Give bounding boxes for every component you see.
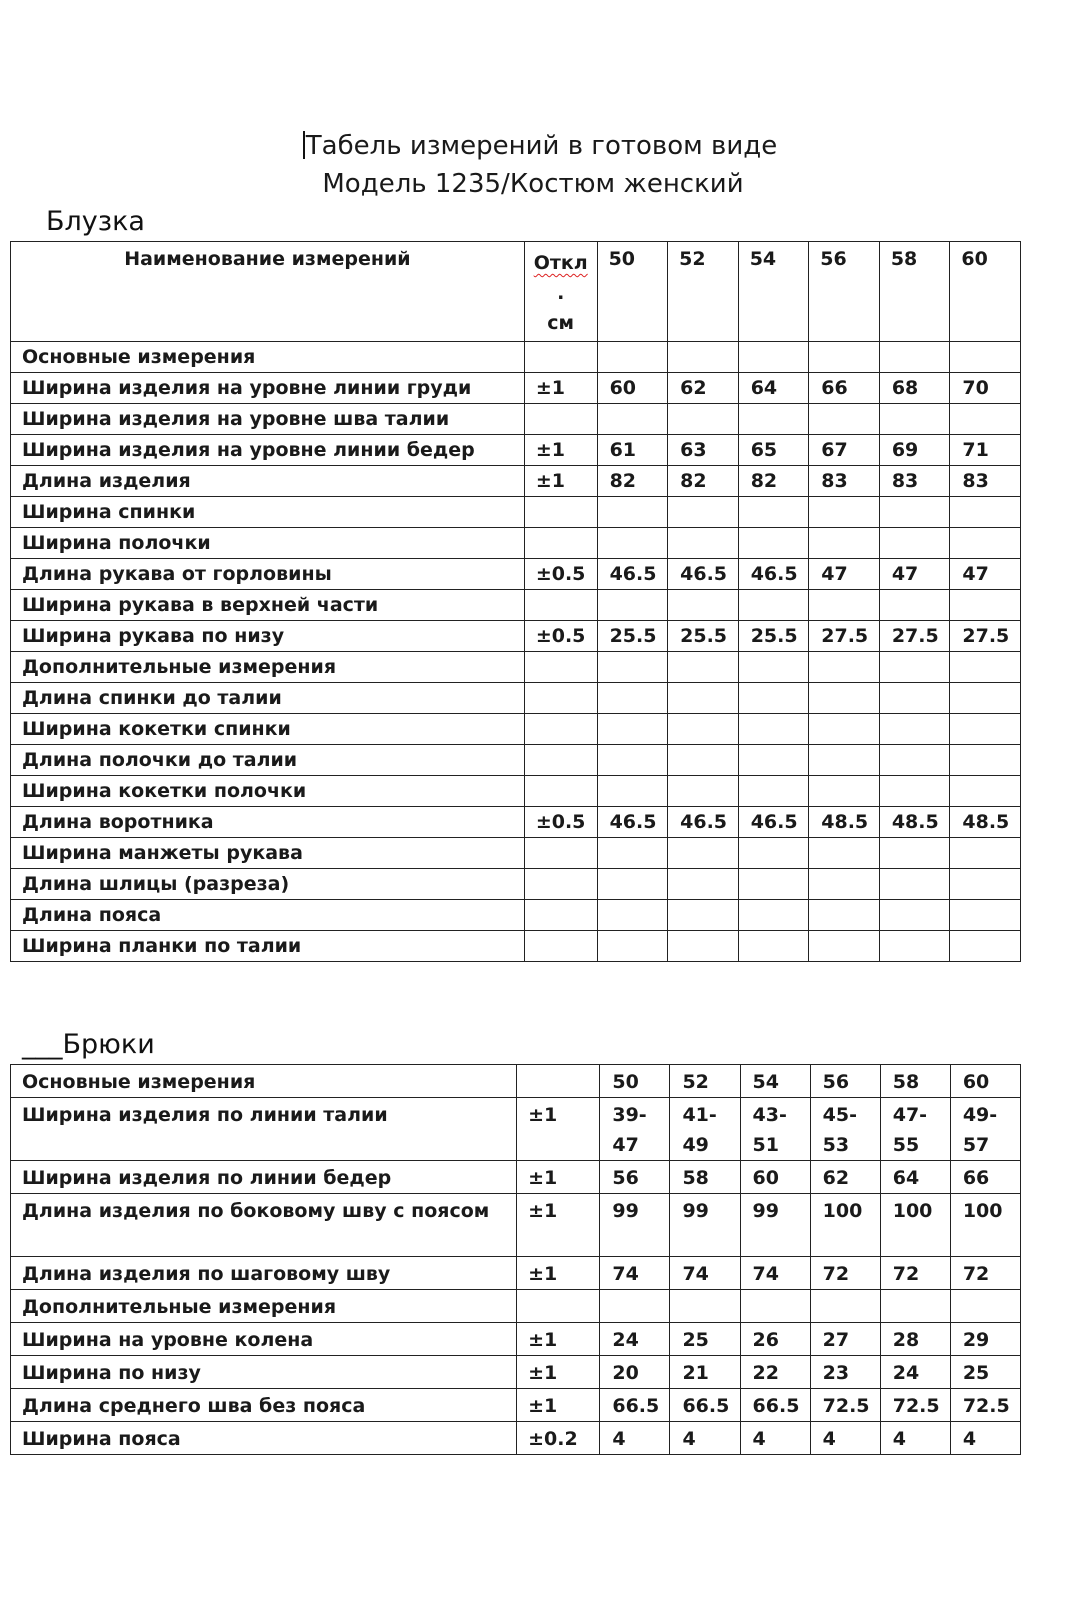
tolerance-cell [517,1290,600,1323]
size-value-cell [738,900,809,931]
pants-row [11,1065,1021,1098]
tolerance-cell [524,652,597,683]
measurement-name: Ширина рукава в верхней части [11,590,525,621]
measurement-name: Дополнительные измерения [11,1290,517,1323]
size-value-cell [668,342,739,373]
size-value-cell: 43-51 [740,1098,810,1161]
size-value-cell: 27 [810,1323,880,1356]
size-value-cell [950,869,1021,900]
size-value-cell: 47 [879,559,950,590]
size-value-cell [809,838,880,869]
measurement-name: Длина пояса [11,900,525,931]
pants-row [11,1290,1021,1323]
tolerance-cell: ±1 [517,1161,600,1194]
size-value-cell [879,931,950,962]
size-value-cell [809,342,880,373]
blouse-row [11,497,1021,528]
size-value-cell [809,931,880,962]
size-value-cell: 47-55 [880,1098,950,1161]
size-value-cell [809,714,880,745]
pants-row [11,1356,1021,1389]
size-value-cell [670,1290,740,1323]
measurement-name: Ширина манжеты рукава [11,838,525,869]
size-value-cell [879,528,950,559]
measurement-name: Ширина пояса [11,1422,517,1455]
pants-row [11,1422,1021,1455]
size-value-cell [738,931,809,962]
size-value-cell: 100 [950,1194,1020,1257]
blouse-heading: Блузка [46,206,145,237]
size-value-cell: 100 [880,1194,950,1257]
header-tolerance [524,242,597,342]
size-value-cell: 66.5 [600,1389,670,1422]
pants-measurements-table [10,1064,1021,1455]
size-value-cell: 29 [950,1323,1020,1356]
size-value-cell: 48.5 [809,807,880,838]
size-value-cell [879,683,950,714]
size-value-cell: 27.5 [879,621,950,652]
size-value-cell [879,838,950,869]
size-value-cell: 82 [597,466,668,497]
size-value-cell: 99 [600,1194,670,1257]
tolerance-cell [524,528,597,559]
tolerance-cell: ±1 [524,373,597,404]
size-value-cell [597,528,668,559]
measurement-name: Ширина кокетки спинки [11,714,525,745]
blouse-row [11,590,1021,621]
size-value-cell: 25 [670,1323,740,1356]
size-value-cell: 56 [810,1065,880,1098]
size-value-cell: 70 [950,373,1021,404]
size-value-cell [668,404,739,435]
size-value-cell: 46.5 [668,559,739,590]
size-value-cell [879,714,950,745]
size-value-cell: 45-53 [810,1098,880,1161]
size-value-cell: 66 [809,373,880,404]
size-value-cell [950,900,1021,931]
size-value-cell [738,683,809,714]
size-value-cell: 4 [740,1422,810,1455]
size-value-cell: 25 [950,1356,1020,1389]
header-measurement-name: Наименование измерений [11,242,525,342]
size-value-cell [668,931,739,962]
size-value-cell: 72 [950,1257,1020,1290]
size-value-cell [880,1290,950,1323]
tolerance-cell [524,714,597,745]
size-value-cell [879,869,950,900]
size-value-cell: 62 [810,1161,880,1194]
size-value-cell [597,776,668,807]
title-line-1: Табель измерений в готовом виде [0,127,1066,165]
size-value-cell [738,528,809,559]
blouse-row [11,528,1021,559]
measurement-name: Ширина по низу [11,1356,517,1389]
size-value-cell: 72.5 [810,1389,880,1422]
size-value-cell: 66 [950,1161,1020,1194]
size-value-cell: 28 [880,1323,950,1356]
blouse-row [11,807,1021,838]
size-value-cell: 24 [600,1323,670,1356]
size-value-cell [950,590,1021,621]
size-value-cell: 61 [597,435,668,466]
tolerance-cell: ±1 [517,1257,600,1290]
size-value-cell [879,497,950,528]
size-value-cell [950,652,1021,683]
size-value-cell [738,776,809,807]
size-value-cell: 27.5 [809,621,880,652]
size-value-cell: 39-47 [600,1098,670,1161]
tolerance-cell [517,1065,600,1098]
size-value-cell: 64 [738,373,809,404]
size-value-cell: 46.5 [738,559,809,590]
size-value-cell [809,745,880,776]
measurement-name: Ширина изделия по линии бедер [11,1161,517,1194]
size-value-cell: 24 [880,1356,950,1389]
size-value-cell [879,652,950,683]
size-value-cell: 72 [880,1257,950,1290]
size-value-cell: 83 [809,466,880,497]
size-value-cell: 65 [738,435,809,466]
measurement-name: Ширина изделия по линии талии [11,1098,517,1161]
size-value-cell [810,1290,880,1323]
header-size: 50 [597,242,668,342]
size-value-cell: 47 [950,559,1021,590]
pants-row [11,1161,1021,1194]
blouse-row [11,838,1021,869]
tolerance-cell [524,342,597,373]
tolerance-cell [524,683,597,714]
tolerance-cell [524,745,597,776]
size-value-cell [738,342,809,373]
header-tolerance-unit: см [547,312,575,334]
size-value-cell: 74 [670,1257,740,1290]
size-value-cell [950,683,1021,714]
measurement-name: Ширина изделия на уровне линии груди [11,373,525,404]
tolerance-cell: ±0.5 [524,621,597,652]
blouse-row [11,931,1021,962]
size-value-cell: 25.5 [668,621,739,652]
size-value-cell [668,497,739,528]
size-value-cell [809,528,880,559]
measurement-name: Длина полочки до талии [11,745,525,776]
size-value-cell [597,590,668,621]
size-value-cell [597,745,668,776]
blouse-header-row [11,242,1021,342]
measurement-name: Ширина кокетки полочки [11,776,525,807]
size-value-cell: 25.5 [597,621,668,652]
size-value-cell [879,404,950,435]
header-size: 60 [950,242,1021,342]
size-value-cell: 72 [810,1257,880,1290]
measurement-name: Ширина на уровне колена [11,1323,517,1356]
size-value-cell [668,900,739,931]
measurement-name: Длина спинки до талии [11,683,525,714]
size-value-cell [668,776,739,807]
size-value-cell [668,590,739,621]
blouse-row [11,342,1021,373]
size-value-cell: 4 [880,1422,950,1455]
size-value-cell [668,714,739,745]
tolerance-cell [524,931,597,962]
size-value-cell [950,497,1021,528]
size-value-cell: 21 [670,1356,740,1389]
blouse-measurements-table [10,241,1021,962]
size-value-cell: 72.5 [880,1389,950,1422]
size-value-cell [950,714,1021,745]
pants-row [11,1389,1021,1422]
size-value-cell: 63 [668,435,739,466]
size-value-cell: 74 [600,1257,670,1290]
blouse-row [11,559,1021,590]
blouse-row [11,776,1021,807]
size-value-cell [809,900,880,931]
size-value-cell [738,745,809,776]
size-value-cell [809,776,880,807]
size-value-cell: 54 [740,1065,810,1098]
size-value-cell [668,838,739,869]
blouse-row [11,900,1021,931]
size-value-cell: 100 [810,1194,880,1257]
tolerance-cell: ±1 [524,435,597,466]
size-value-cell [668,528,739,559]
tolerance-cell: ±0.2 [517,1422,600,1455]
size-value-cell: 52 [670,1065,740,1098]
size-value-cell [597,683,668,714]
size-value-cell [668,745,739,776]
tolerance-cell [524,838,597,869]
size-value-cell [597,869,668,900]
size-value-cell: 71 [950,435,1021,466]
measurement-name: Длина изделия по боковому шву с поясом [11,1194,517,1257]
measurement-name: Длина среднего шва без пояса [11,1389,517,1422]
blouse-row [11,373,1021,404]
size-value-cell: 58 [670,1161,740,1194]
tolerance-cell: ±1 [517,1323,600,1356]
size-value-cell: 64 [880,1161,950,1194]
size-value-cell [738,714,809,745]
size-value-cell [668,652,739,683]
size-value-cell: 41-49 [670,1098,740,1161]
size-value-cell [809,404,880,435]
title-line-2: Модель 1235/Костюм женский [322,169,744,199]
header-size: 52 [668,242,739,342]
size-value-cell: 46.5 [597,807,668,838]
size-value-cell: 99 [740,1194,810,1257]
size-value-cell: 99 [670,1194,740,1257]
pants-row [11,1323,1021,1356]
size-value-cell [809,590,880,621]
size-value-cell: 83 [950,466,1021,497]
size-value-cell [668,869,739,900]
size-value-cell [950,342,1021,373]
size-value-cell [738,590,809,621]
tolerance-cell: ±1 [517,1194,600,1257]
tolerance-cell: ±1 [517,1098,600,1161]
blouse-row [11,466,1021,497]
size-value-cell: 48.5 [879,807,950,838]
pants-heading: ___Брюки [22,1029,155,1060]
size-value-cell [809,869,880,900]
tolerance-cell: ±1 [524,466,597,497]
measurement-name: Ширина рукава по низу [11,621,525,652]
tolerance-cell [524,404,597,435]
size-value-cell [738,869,809,900]
size-value-cell [740,1290,810,1323]
blouse-row [11,435,1021,466]
header-size: 58 [879,242,950,342]
size-value-cell [950,931,1021,962]
measurement-name: Дополнительные измерения [11,652,525,683]
size-value-cell [809,683,880,714]
size-value-cell [809,652,880,683]
pants-row [11,1194,1021,1257]
size-value-cell: 60 [740,1161,810,1194]
measurement-name: Длина шлицы (разреза) [11,869,525,900]
tolerance-cell: ±1 [517,1356,600,1389]
header-tolerance-dot: . [557,282,565,304]
size-value-cell: 47 [809,559,880,590]
blouse-row [11,683,1021,714]
size-value-cell: 46.5 [668,807,739,838]
blouse-row [11,404,1021,435]
size-value-cell: 26 [740,1323,810,1356]
size-value-cell: 82 [668,466,739,497]
measurement-name: Ширина полочки [11,528,525,559]
size-value-cell: 74 [740,1257,810,1290]
blouse-row [11,652,1021,683]
size-value-cell [879,342,950,373]
pants-row [11,1257,1021,1290]
measurement-name: Основные измерения [11,1065,517,1098]
size-value-cell: 66.5 [670,1389,740,1422]
blouse-row [11,869,1021,900]
size-value-cell: 46.5 [597,559,668,590]
tolerance-cell: ±0.5 [524,807,597,838]
size-value-cell [950,1290,1020,1323]
blouse-row [11,745,1021,776]
measurement-name: Ширина изделия на уровне линии бедер [11,435,525,466]
blouse-row [11,714,1021,745]
size-value-cell: 67 [809,435,880,466]
size-value-cell: 4 [810,1422,880,1455]
measurement-name: Основные измерения [11,342,525,373]
tolerance-cell [524,497,597,528]
size-value-cell [597,714,668,745]
size-value-cell [950,528,1021,559]
size-value-cell [597,342,668,373]
size-value-cell [597,931,668,962]
size-value-cell: 48.5 [950,807,1021,838]
size-value-cell: 46.5 [738,807,809,838]
size-value-cell [597,900,668,931]
size-value-cell: 25.5 [738,621,809,652]
document-title [0,127,1066,203]
size-value-cell: 72.5 [950,1389,1020,1422]
size-value-cell: 27.5 [950,621,1021,652]
measurement-name: Длина воротника [11,807,525,838]
measurement-name: Ширина планки по талии [11,931,525,962]
size-value-cell: 23 [810,1356,880,1389]
size-value-cell: 4 [670,1422,740,1455]
measurement-name: Длина изделия по шаговому шву [11,1257,517,1290]
tolerance-cell [524,869,597,900]
size-value-cell [950,745,1021,776]
size-value-cell [600,1290,670,1323]
size-value-cell: 22 [740,1356,810,1389]
tolerance-cell [524,776,597,807]
header-size: 56 [809,242,880,342]
header-tolerance-label: Откл [533,252,588,274]
size-value-cell: 20 [600,1356,670,1389]
size-value-cell: 66.5 [740,1389,810,1422]
tolerance-cell [524,900,597,931]
size-value-cell [597,404,668,435]
size-value-cell [950,838,1021,869]
size-value-cell [738,652,809,683]
size-value-cell: 4 [950,1422,1020,1455]
size-value-cell: 49-57 [950,1098,1020,1161]
measurement-name: Длина изделия [11,466,525,497]
size-value-cell: 60 [950,1065,1020,1098]
size-value-cell [950,404,1021,435]
size-value-cell: 4 [600,1422,670,1455]
measurement-name: Ширина спинки [11,497,525,528]
size-value-cell [950,776,1021,807]
size-value-cell [738,404,809,435]
size-value-cell [879,590,950,621]
size-value-cell: 58 [880,1065,950,1098]
size-value-cell [879,776,950,807]
size-value-cell: 60 [597,373,668,404]
size-value-cell: 83 [879,466,950,497]
tolerance-cell [524,590,597,621]
header-size: 54 [738,242,809,342]
size-value-cell: 69 [879,435,950,466]
size-value-cell: 68 [879,373,950,404]
measurement-name: Длина рукава от горловины [11,559,525,590]
size-value-cell: 82 [738,466,809,497]
tolerance-cell: ±1 [517,1389,600,1422]
size-value-cell: 62 [668,373,739,404]
blouse-row [11,621,1021,652]
size-value-cell [738,497,809,528]
size-value-cell [809,497,880,528]
size-value-cell [879,900,950,931]
pants-row [11,1098,1021,1161]
size-value-cell [879,745,950,776]
measurement-name: Ширина изделия на уровне шва талии [11,404,525,435]
size-value-cell: 50 [600,1065,670,1098]
size-value-cell: 56 [600,1161,670,1194]
size-value-cell [597,497,668,528]
size-value-cell [738,838,809,869]
tolerance-cell: ±0.5 [524,559,597,590]
size-value-cell [597,652,668,683]
size-value-cell [597,838,668,869]
size-value-cell [668,683,739,714]
